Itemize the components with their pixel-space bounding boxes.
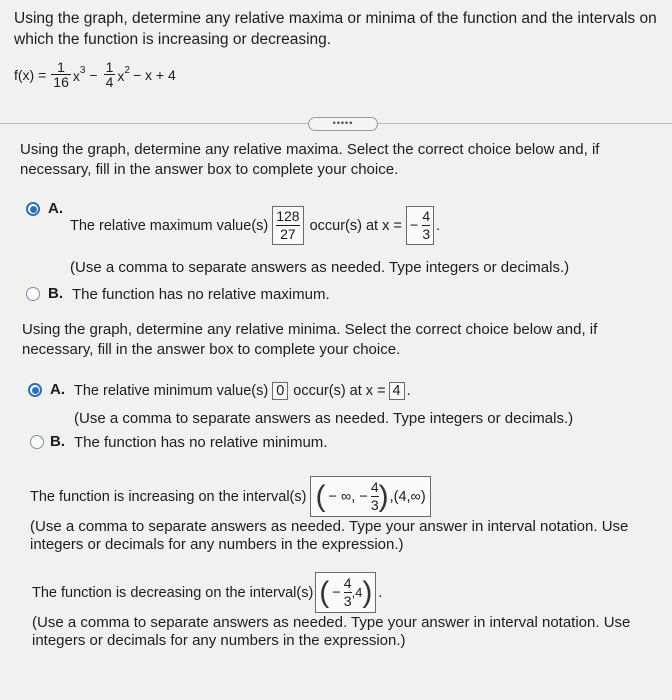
fraction-1-4: $\frac{1}{4}$ (105, 59, 114, 90)
minima-option-b-radio[interactable] (30, 435, 44, 449)
maxima-option-b-letter: B. (48, 285, 63, 302)
fraction-1-16: $\frac{1}{16}$ (53, 59, 69, 90)
increasing-row (30, 476, 431, 517)
function-expression (14, 60, 176, 89)
expand-button[interactable]: ••••• (308, 117, 378, 131)
function-lhs: f(x) = (14, 66, 47, 83)
increasing-input[interactable]: ( − ∞, − $\frac{4}{3}$ ) ,(4,∞) (310, 476, 430, 517)
var-x3: $x^3$ (72, 65, 86, 84)
maxima-prompt: Using the graph, determine any relative maxima. Select the correct choice below and, if necessary, fill in the answer box to complete your choice. (20, 141, 600, 178)
max-value-input[interactable]: $\frac{128}{27}$ (272, 206, 303, 245)
maxima-option-a-hint: (Use a comma to separate answers as needed. Type integers or decimals.) (70, 259, 570, 276)
minima-prompt: Using the graph, determine any relative minima. Select the correct choice below and, if necessary, fill in the answer box to complete your choice. (22, 321, 598, 358)
question-text: Using the graph, determine any relative maxima or minima of the function and the intervals on which the function is increasing or decreasing. (14, 10, 657, 48)
maxima-option-b-text: The function has no relative maximum. (72, 286, 330, 303)
increasing-label: The function is increasing on the interval(s) (30, 488, 307, 505)
minima-option-b-text: The function has no relative minimum. (74, 434, 328, 451)
maxima-option-b-radio[interactable] (26, 287, 40, 301)
decreasing-hint: (Use a comma to separate answers as needed. Type your answer in interval notation. Use integers or decimals for any numbers in the expression.) (32, 614, 631, 649)
decreasing-input[interactable]: ( − $\frac{4}{3}$ ,4 ) (315, 572, 376, 613)
minima-option-a-letter: A. (50, 381, 65, 398)
min-value-input[interactable]: 0 (272, 382, 288, 400)
paren-right: ) (362, 575, 373, 609)
increasing-hint: (Use a comma to separate answers as needed. Type your answer in interval notation. Use integers or decimals for any numbers in the expression.) (30, 518, 629, 553)
paren-right: ) (378, 479, 389, 513)
paren-left: ( (319, 575, 330, 609)
maxima-option-a-letter: A. (48, 200, 63, 217)
minima-option-a-hint: (Use a comma to separate answers as needed. Type integers or decimals.) (74, 410, 574, 427)
minima-option-a-radio[interactable] (28, 383, 42, 397)
minima-option-b-letter: B. (50, 433, 65, 450)
min-x-input[interactable]: 4 (389, 382, 405, 400)
maxima-option-a-row: The relative maximum value(s) $\frac{128}{27}$ occur(s) at x = − $\frac{4}{3}$ . (70, 206, 440, 245)
var-x2: $x^2$ (117, 65, 130, 84)
decreasing-row: The function is decreasing on the interval(s) ( − $\frac{4}{3}$ ,4 ) . (32, 572, 382, 613)
minus-sign: − (89, 66, 98, 83)
maxima-option-a-radio[interactable] (26, 202, 40, 216)
function-tail: − x + 4 (132, 66, 176, 83)
max-x-input[interactable]: − $\frac{4}{3}$ (406, 206, 434, 245)
minima-option-a-row: The relative minimum value(s) 0 occur(s) at x = 4 . (74, 383, 411, 399)
decreasing-label: The function is decreasing on the interval(s) (32, 584, 314, 601)
paren-left: ( (315, 479, 326, 513)
